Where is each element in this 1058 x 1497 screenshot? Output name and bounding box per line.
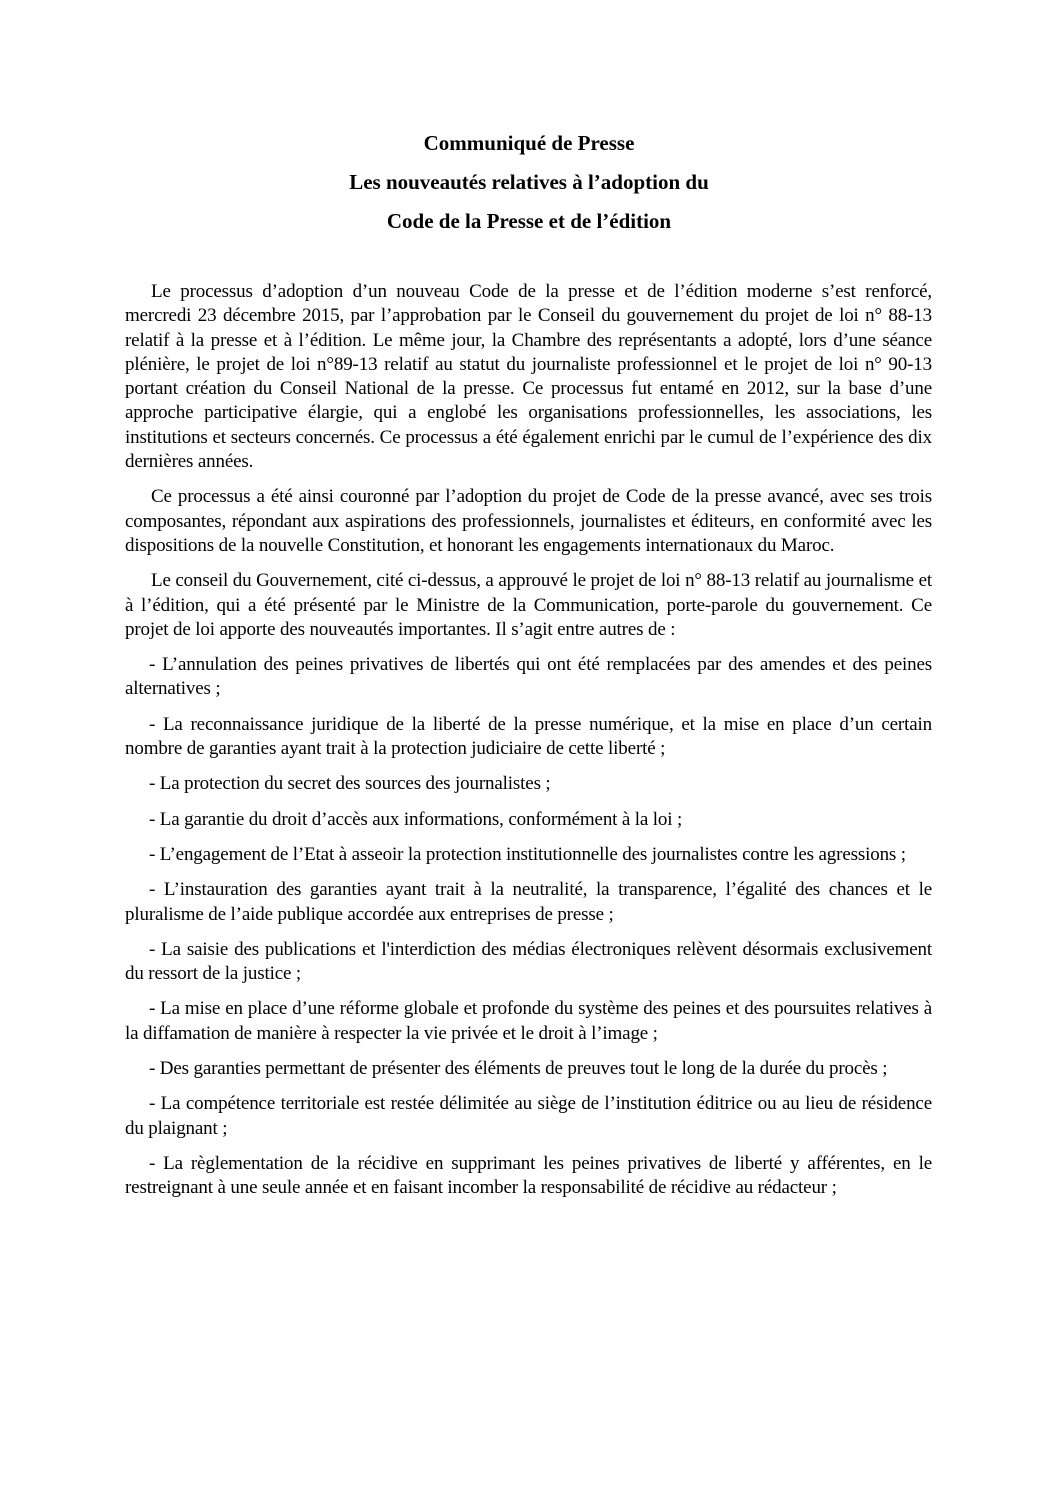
list-item: - La compétence territoriale est restée délimitée au siège de l’institution éditrice ou au lieu de résidence du plaignant ;: [125, 1093, 932, 1139]
list-item: - L’instauration des garanties ayant trait à la neutralité, la transparence, l’égalité des chances et le pluralisme de l’aide publique accordée aux entreprises de presse ;: [125, 879, 932, 925]
document-subtitle-line-1: Les nouveautés relatives à l’adoption du: [349, 170, 709, 194]
document-header: [125, 124, 933, 241]
paragraph-intro: Le processus d’adoption d’un nouveau Code de la presse et de l’édition moderne s’est renforcé, mercredi 23 décembre 2015, par l’approbation par le Conseil du gouvernement du projet de loi n° 88-13 relatif à la presse et à l’édition. Le même jour, la Chambre des représentants a adopté, lors d’une séance plénière, le projet de loi n°89-13 relatif au statut du journaliste professionnel et le projet de loi n° 90-13 portant création du Conseil National de la presse. Ce processus fut entamé en 2012, sur la base d’une approche participative élargie, qui a englobé les organisations professionnelles, les associations, les institutions et secteurs concernés. Ce processus a été également enrichi par le cumul de l’expérience des dix dernières années.: [125, 281, 932, 473]
list-item: - La reconnaissance juridique de la liberté de la presse numérique, et la mise en place d’un certain nombre de garanties ayant trait à la protection judiciaire de cette liberté ;: [125, 713, 932, 760]
document-subtitle-line-2: Code de la Presse et de l’édition: [386, 209, 672, 233]
list-item: - La saisie des publications et l'interdiction des médias électroniques relèvent désormais exclusivement du ressort de la justice ;: [125, 938, 932, 985]
list-item: - Des garanties permettant de présenter des éléments de preuves tout le long de la durée du procès ;: [149, 1058, 888, 1080]
list-item: - La protection du secret des sources des journalistes ;: [149, 773, 551, 795]
list-item: - L’annulation des peines privatives de libertés qui ont été remplacées par des amendes et des peines alternatives ;: [125, 654, 932, 700]
paragraph-government-council: Le conseil du Gouvernement, cité ci-dessus, a approuvé le projet de loi n° 88-13 relatif au journalisme et à l’édition, qui a été présenté par le Ministre de la Communication, porte-parole du gouvernement. Ce projet de loi apporte des nouveautés importantes. Il s’agit entre autres de :: [125, 570, 932, 640]
list-item: - La règlementation de la récidive en supprimant les peines privatives de liberté y afférentes, en le restreignant à une seule année et en faisant incomber la responsabilité de récidive au rédacteur ;: [125, 1152, 932, 1199]
list-item: - La garantie du droit d’accès aux informations, conformément à la loi ;: [149, 808, 683, 830]
paragraph-outcome: Ce processus a été ainsi couronné par l’adoption du projet de Code de la presse avancé, avec ses trois composantes, répondant aux aspirations des professionnels, journalistes et éditeurs, en conformité avec les dispositions de la nouvelle Constitution, et honorant les engagements internationaux du Maroc.: [125, 486, 932, 556]
list-item: - L’engagement de l’Etat à asseoir la protection institutionnelle des journalistes contre les agressions ;: [149, 843, 906, 865]
document-title: Communiqué de Presse: [423, 131, 635, 155]
document-body: [125, 280, 932, 1212]
list-item: - La mise en place d’une réforme globale et profonde du système des peines et des poursuites relatives à la diffamation de manière à respecter la vie privée et le droit à l’image ;: [125, 998, 932, 1044]
